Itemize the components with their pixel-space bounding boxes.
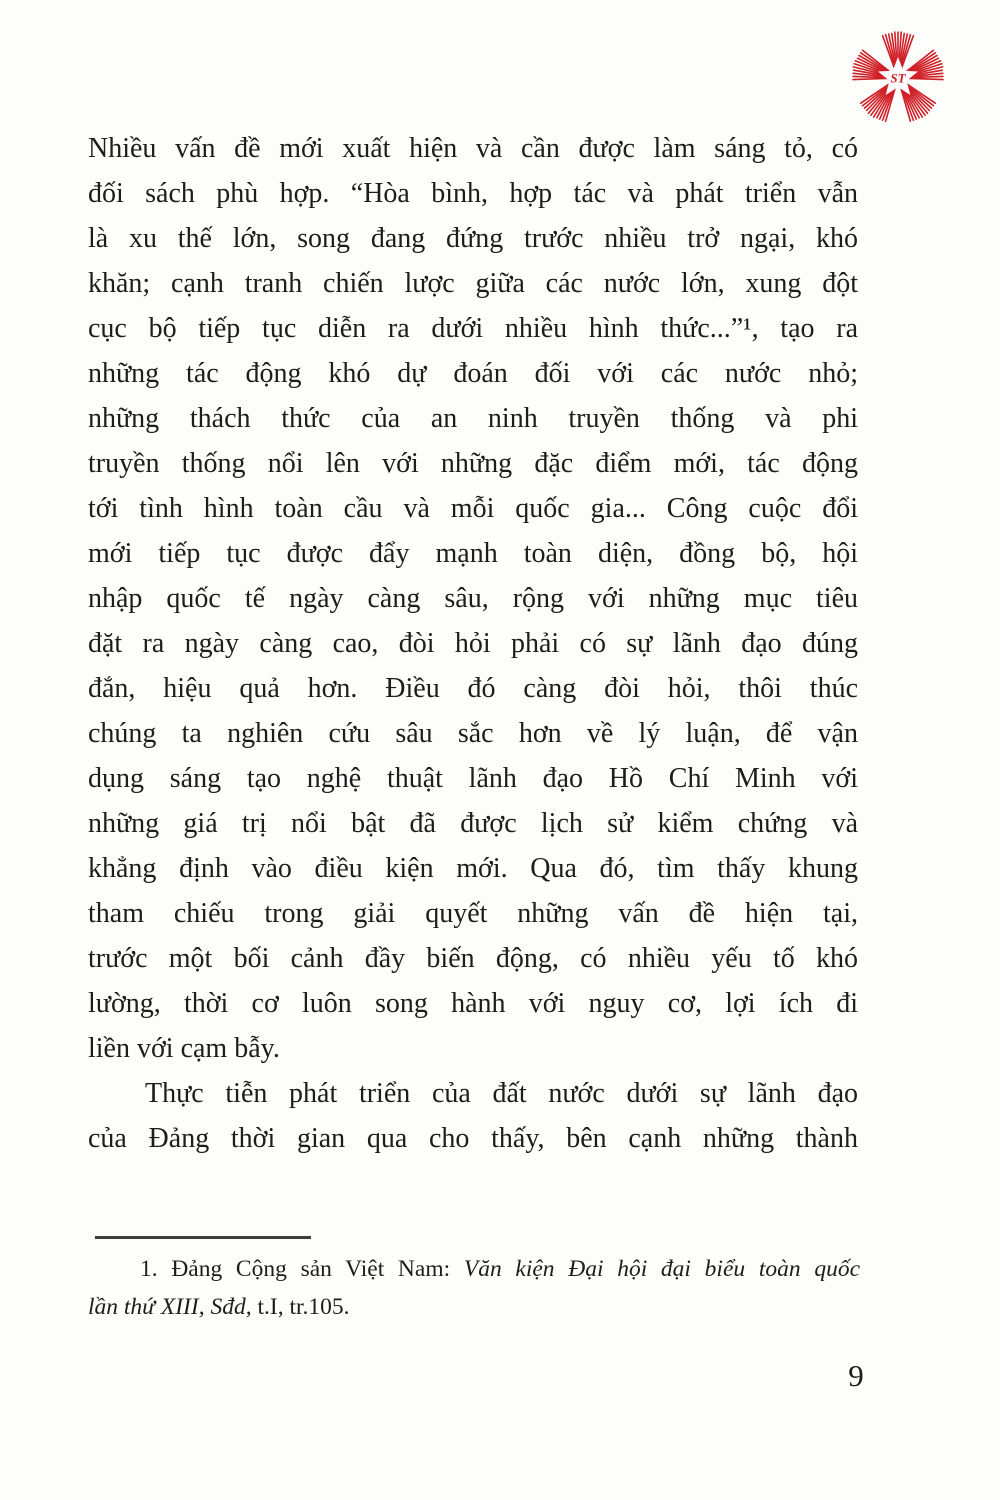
text-line: những giá trị nổi bật đã được lịch sử kiểm chứng và xyxy=(88,808,858,839)
text-line: nhập quốc tế ngày càng sâu, rộng với những mục tiêu xyxy=(88,583,858,614)
text-line: tham chiếu trong giải quyết những vấn đề hiện tại, xyxy=(88,898,858,929)
text-line: những thách thức của an ninh truyền thống và phi xyxy=(88,403,858,434)
footnote-divider xyxy=(95,1236,311,1239)
publisher-logo xyxy=(848,28,948,128)
text-line: đặt ra ngày càng cao, đòi hỏi phải có sự lãnh đạo đúng xyxy=(88,628,858,659)
text-line: chúng ta nghiên cứu sâu sắc hơn về lý luận, để vận xyxy=(88,718,858,749)
publisher-monogram: ST xyxy=(890,70,906,86)
publisher-emblem-icon xyxy=(848,28,948,128)
text-line: Nhiều vấn đề mới xuất hiện và cần được làm sáng tỏ, có xyxy=(88,133,858,164)
text-line: Thực tiễn phát triển của đất nước dưới sự lãnh đạo xyxy=(145,1078,858,1109)
page-number: 9 xyxy=(848,1358,864,1393)
footnote-line xyxy=(88,1250,860,1288)
text-line: tới tình hình toàn cầu và mỗi quốc gia... Công cuộc đổi xyxy=(88,493,858,524)
text-line: đối sách phù hợp. “Hòa bình, hợp tác và phát triển vẫn xyxy=(88,178,858,209)
text-line: những tác động khó dự đoán đối với các nước nhỏ; xyxy=(88,358,858,389)
text-line: đắn, hiệu quả hơn. Điều đó càng đòi hỏi, thôi thúc xyxy=(88,673,858,704)
text-line: là xu thế lớn, song đang đứng trước nhiều trở ngại, khó xyxy=(88,223,858,254)
text-line: của Đảng thời gian qua cho thấy, bên cạnh những thành xyxy=(88,1123,858,1154)
footnote xyxy=(88,1250,860,1326)
footnote-text-segment: t.I, tr.105. xyxy=(251,1294,350,1320)
footnote-title-segment: lần thứ XIII, Sđd, xyxy=(88,1294,252,1320)
text-line: trước một bối cảnh đầy biến động, có nhiều yếu tố khó xyxy=(88,943,858,974)
footnote-line xyxy=(88,1288,860,1326)
text-line: liền với cạm bẫy. xyxy=(88,1033,280,1064)
text-line: mới tiếp tục được đẩy mạnh toàn diện, đồng bộ, hội xyxy=(88,538,858,569)
text-line: cục bộ tiếp tục diễn ra dưới nhiều hình thức...”¹, tạo ra xyxy=(88,313,858,344)
footnote-text-segment: 1. Đảng Cộng sản Việt Nam: xyxy=(140,1256,464,1282)
text-line: truyền thống nổi lên với những đặc điểm mới, tác động xyxy=(88,448,858,479)
text-line: khăn; cạnh tranh chiến lược giữa các nước lớn, xung đột xyxy=(88,268,858,299)
text-line: lường, thời cơ luôn song hành với nguy cơ, lợi ích đi xyxy=(88,988,858,1019)
footnote-title-segment: Văn kiện Đại hội đại biểu toàn quốc xyxy=(463,1256,860,1282)
body-text xyxy=(88,126,858,1161)
text-line: dụng sáng tạo nghệ thuật lãnh đạo Hồ Chí Minh với xyxy=(88,763,858,794)
text-line: khẳng định vào điều kiện mới. Qua đó, tìm thấy khung xyxy=(88,853,858,884)
